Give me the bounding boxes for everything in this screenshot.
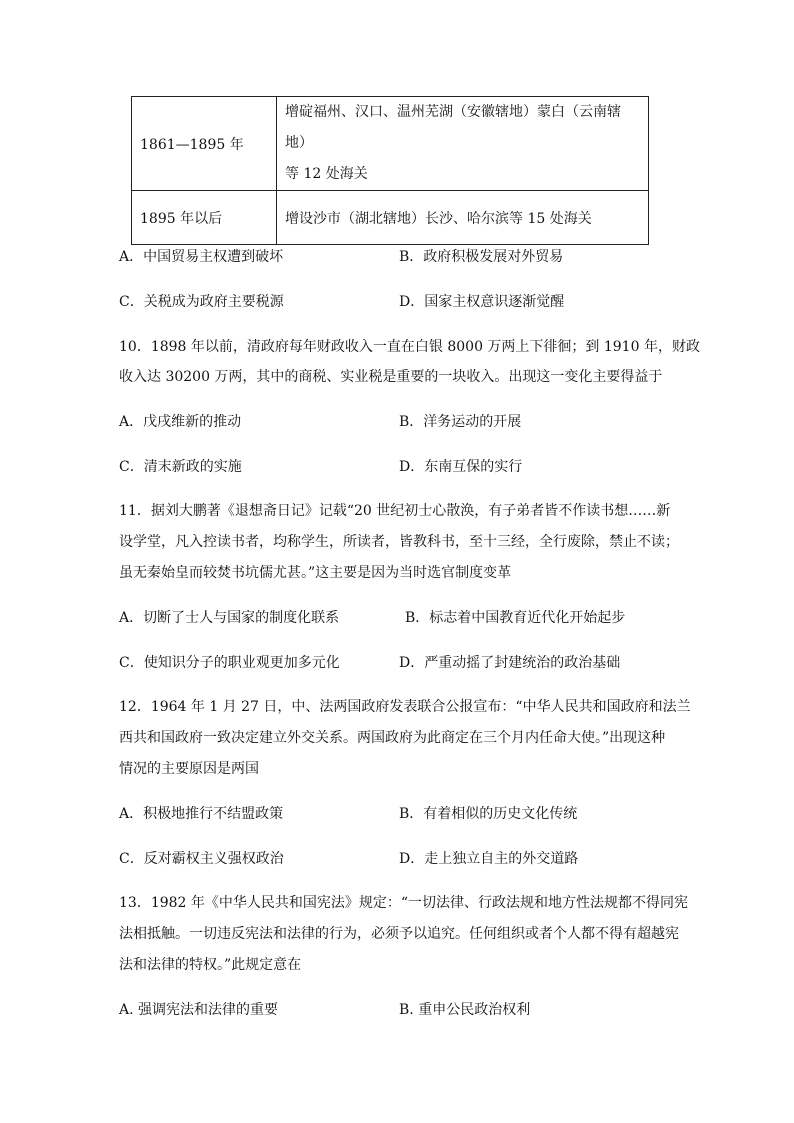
option-a: A．戊戌维新的推动 [119,414,242,430]
content-cell: 增设沙市（湖北辖地）长沙、哈尔滨等 15 处海关 [277,191,649,245]
question-11-line: 虽无秦始皇而较焚书坑儒尤甚。”这主要是因为当时选官制度变革 [119,565,512,581]
question-10-line: 收入达 30200 万两，其中的商税、实业税是重要的一块收入。出现这一变化主要得益于 [119,369,663,385]
option-a: A．积极地推行不结盟政策 [119,806,284,822]
option-c: C．反对霸权主义强权政治 [119,851,284,867]
option-a: A．中国贸易主权遭到破坏 [119,249,284,265]
content-line: 等 12 处海关 [285,166,368,182]
option-a: A. 强调宪法和法律的重要 [119,1002,279,1018]
option-c: C．关税成为政府主要税源 [119,294,284,310]
content-cell [277,97,649,191]
option-d: D．东南互保的实行 [399,459,523,475]
option-b: B．有着相似的历史文化传统 [399,806,578,822]
question-12-line: 西共和国政府一致决定建立外交关系。两国政府为此商定在三个月内任命大使。”出现这种 [119,730,666,746]
option-d: D．国家主权意识逐渐觉醒 [399,294,565,310]
question-13-line: 13．1982 年《中华人民共和国宪法》规定：“一切法律、行政法规和地方性法规都不得同宪 [119,895,689,911]
question-11-line: 11．据刘大鹏著《退想斋日记》记载“20 世纪初士心散涣，有子弟者皆不作读书想……新 [119,503,671,519]
option-d: D．走上独立自主的外交道路 [399,851,579,867]
option-b: B．洋务运动的开展 [399,414,522,430]
question-12-line: 12．1964 年 1 月 27 日，中、法两国政府发表联合公报宣布：“中华人民共和国政府和法兰 [119,699,691,715]
period-cell: 1861—1895 年 [132,97,277,191]
option-b: B．标志着中国教育近代化开始起步 [405,610,626,626]
question-10-line: 10．1898 年以前，清政府每年财政收入一直在白银 8000 万两上下徘徊；到 1910 年，财政 [119,339,700,355]
option-b: B．政府积极发展对外贸易 [399,249,564,265]
period-cell: 1895 年以后 [132,191,277,245]
question-11-line: 设学堂，凡入控读书者，均称学生，所读者，皆教科书，至十三经，全行废除，禁止不读； [119,534,679,550]
question-12-line: 情况的主要原因是两国 [119,761,259,777]
content-line: 增碇福州、汉口、温州芜湖（安徽辖地）蒙白（云南辖地） [285,104,621,151]
option-d: D．严重动摇了封建统治的政治基础 [399,655,621,671]
option-c: C．使知识分子的职业观更加多元化 [119,655,340,671]
table-row [132,97,649,191]
customs-table [131,96,649,245]
option-a: A．切断了士人与国家的制度化联系 [119,610,340,626]
question-13-line: 法和法律的特权。”此规定意在 [119,957,302,973]
option-c: C．清末新政的实施 [119,459,242,475]
question-13-line: 法相抵触。一切违反宪法和法律的行为，必须予以追究。任何组织或者个人都不得有超越宪 [119,926,679,942]
option-b: B. 重申公民政治权利 [399,1002,531,1018]
table-row [132,191,649,245]
